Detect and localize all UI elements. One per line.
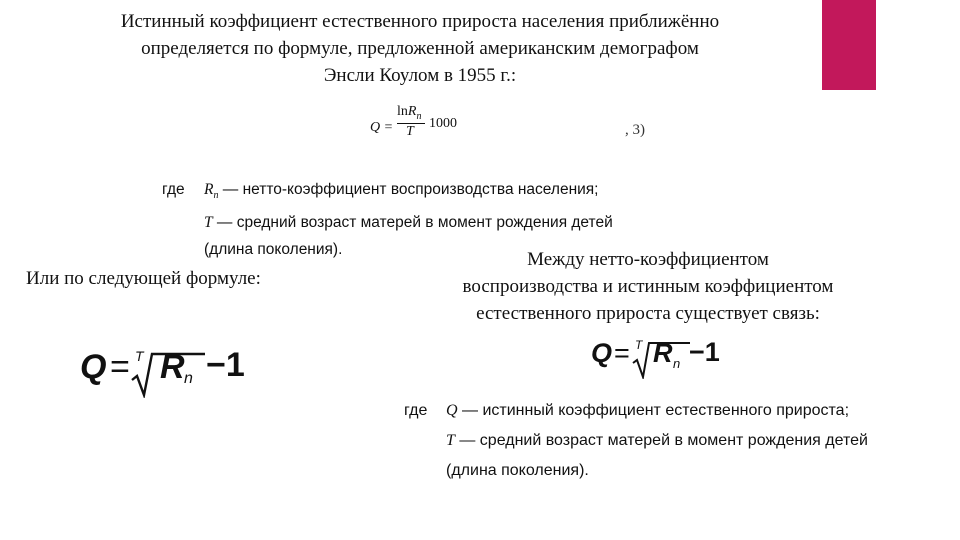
legend-text: — средний возраст матерей в момент рождения детей (длина поколения).	[204, 214, 613, 259]
root-formula-left	[80, 348, 250, 408]
root-formula-tail: −1	[689, 337, 720, 367]
root-formula-lhs: Q	[80, 348, 107, 386]
root-index: T	[635, 338, 643, 352]
coale-formula	[370, 104, 670, 154]
root-index: T	[135, 348, 144, 364]
accent-bar	[822, 0, 876, 90]
link-line: естественного прироста существует связь:	[476, 303, 820, 324]
intro-line: определяется по формуле, предложенной американским демографом	[141, 38, 699, 59]
legend-root	[404, 396, 914, 486]
root-radicand-sub: n	[673, 356, 681, 371]
intro-line: Энсли Коулом в 1955 г.:	[323, 65, 517, 86]
legend-where: где	[404, 402, 428, 419]
formula-number: , 3)	[625, 122, 645, 138]
intro-text	[20, 8, 820, 89]
root-radicand: R	[653, 338, 673, 368]
formula-fraction	[397, 104, 425, 140]
root-radicand: R	[160, 348, 185, 386]
legend-symbol: R	[204, 181, 214, 198]
legend-symbol: T	[446, 432, 455, 449]
root-formula-equals: =	[110, 348, 130, 386]
root-formula-right	[591, 338, 721, 382]
intro-line: Истинный коэффициент естественного прироста населения приближённо	[120, 11, 720, 32]
root-formula-equals: =	[614, 338, 630, 368]
legend-row	[404, 426, 914, 486]
root-formula-lhs: Q	[591, 338, 613, 368]
formula-numerator: lnR$_n$	[397, 104, 422, 122]
alt-formula-label: Или по следующей формуле:	[26, 268, 261, 289]
formula-lhs: Q =	[370, 120, 394, 135]
legend-symbol-sub: n	[213, 190, 219, 202]
link-line: воспроизводства и истинным коэффициентом	[462, 276, 834, 297]
legend-text: — нетто-коэффициент воспроизводства населения;	[218, 181, 599, 198]
legend-symbol: T	[204, 214, 213, 232]
link-text	[398, 246, 898, 327]
root-radicand-sub: n	[184, 370, 193, 387]
legend-text: — истинный коэффициент естественного прироста;	[457, 402, 850, 419]
formula-multiplier: 1000	[429, 116, 457, 131]
legend-symbol: Q	[446, 402, 458, 419]
link-line: Между нетто-коэффициентом	[527, 249, 769, 270]
root-formula-tail: −1	[206, 346, 245, 384]
formula-denominator: T	[406, 123, 414, 139]
legend-row	[162, 176, 622, 209]
legend-text: — средний возраст матерей в момент рождения детей (длина поколения).	[446, 432, 868, 479]
legend-row	[404, 396, 914, 426]
legend-where: где	[162, 181, 185, 198]
